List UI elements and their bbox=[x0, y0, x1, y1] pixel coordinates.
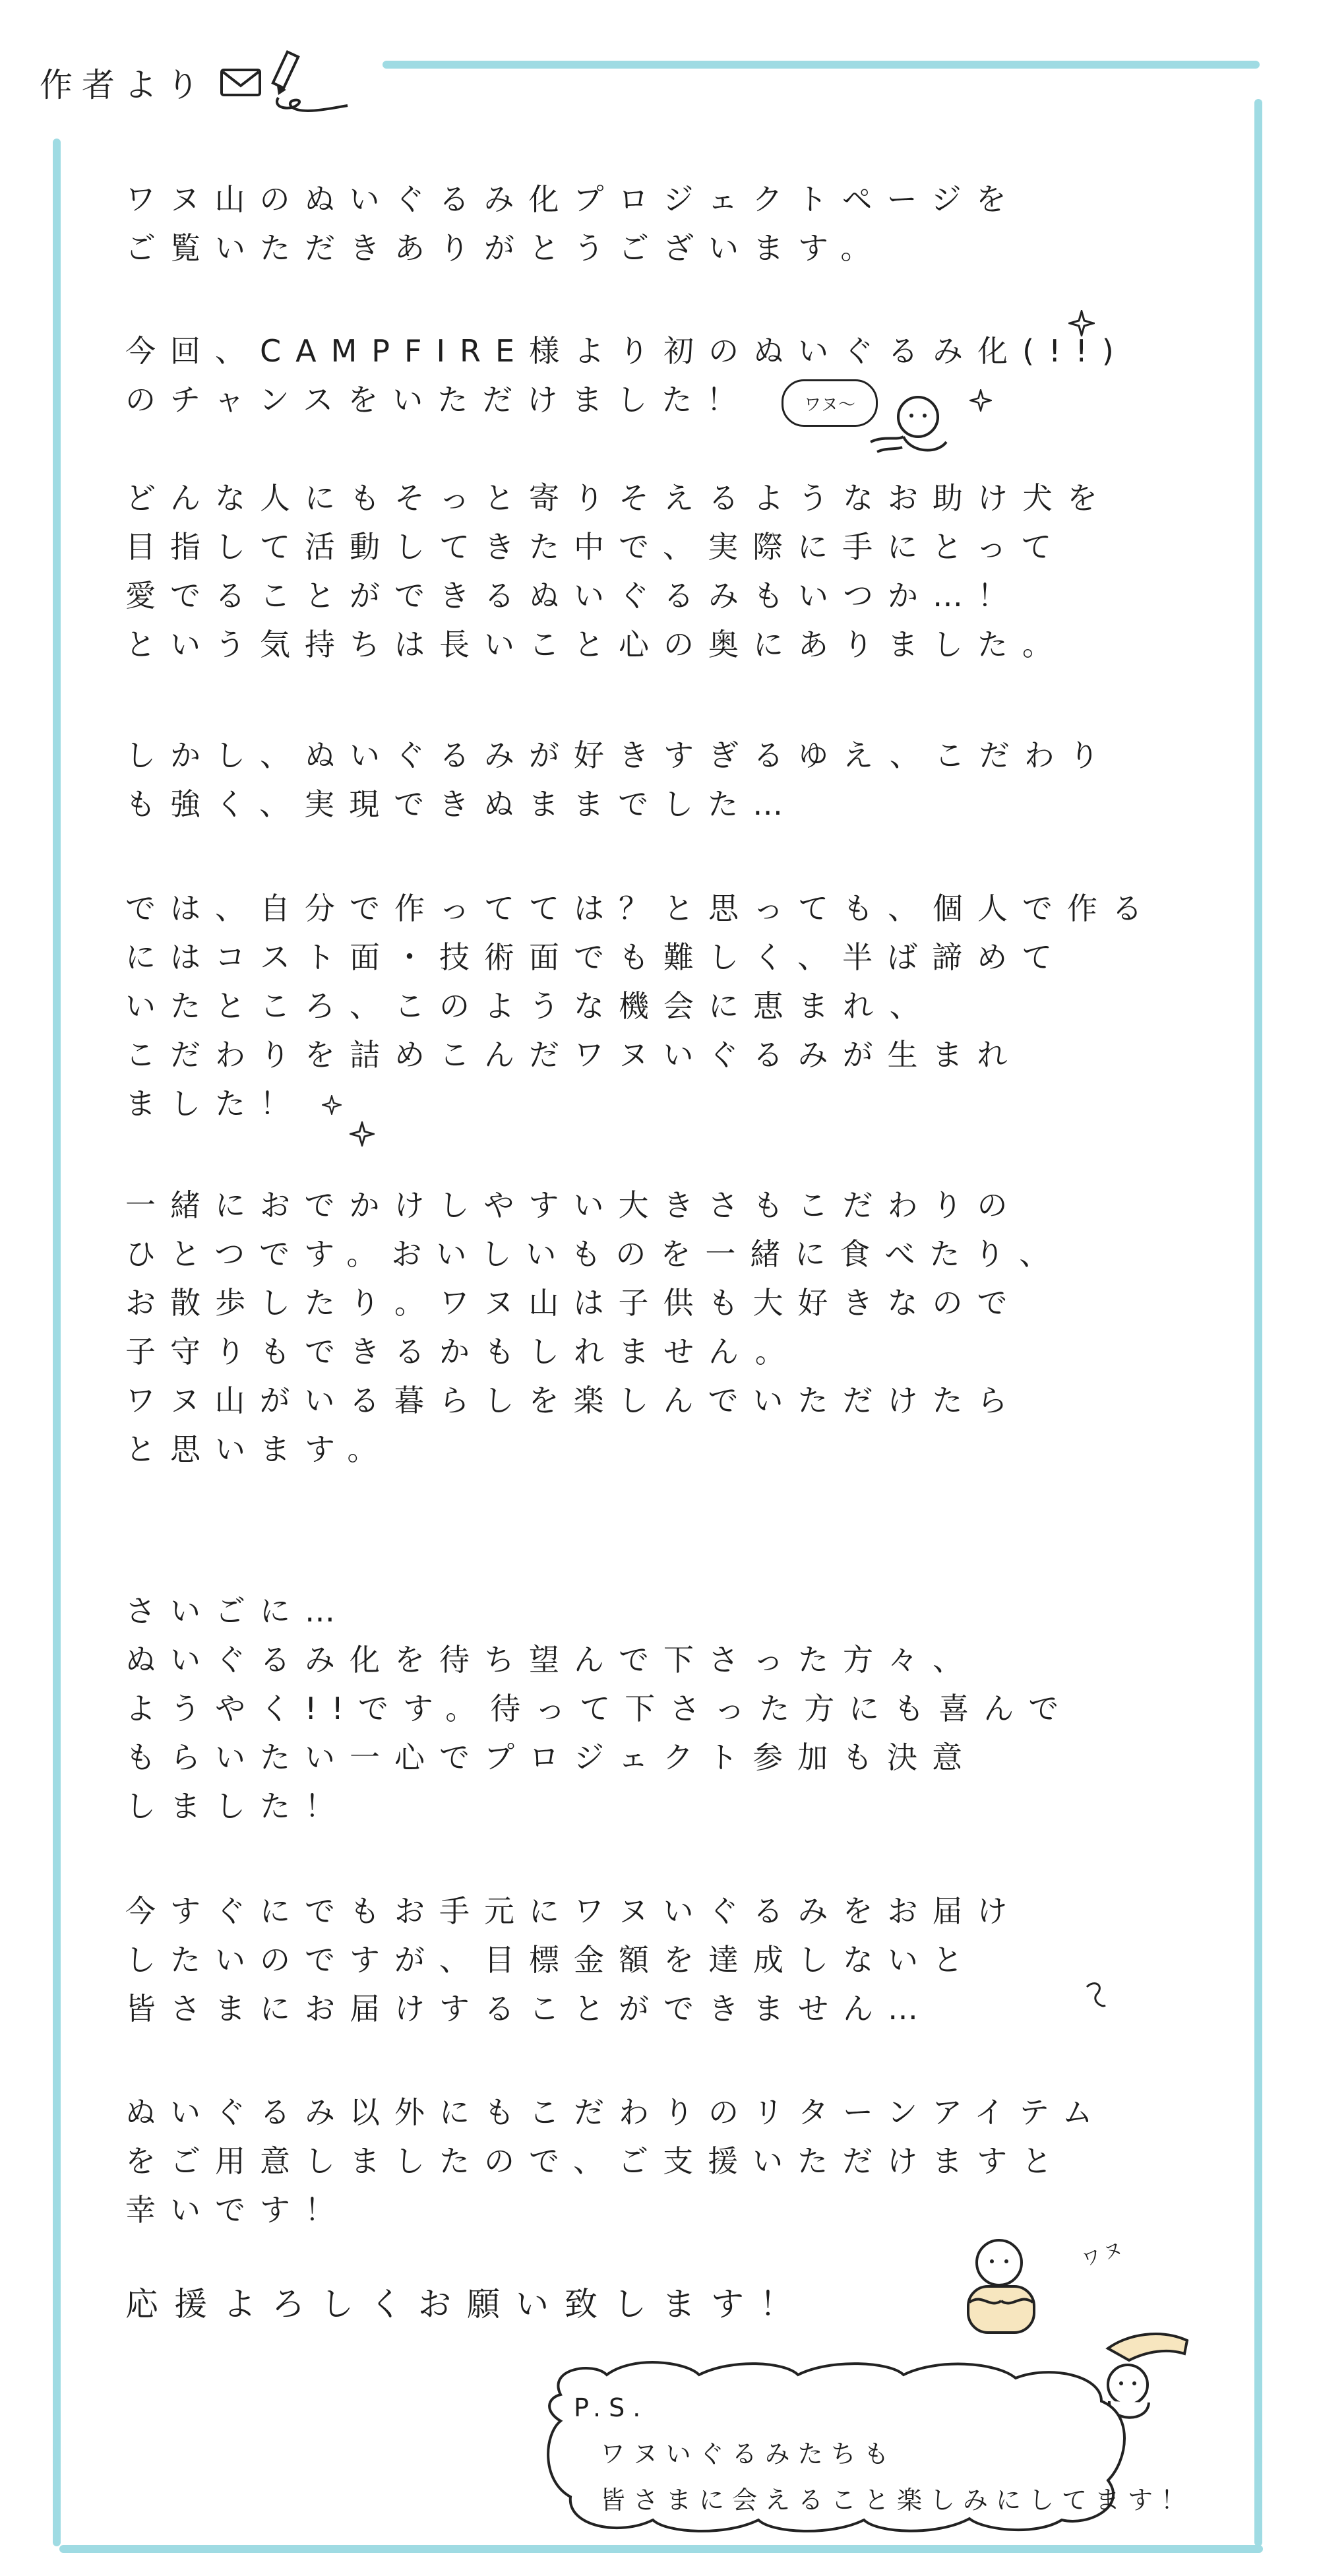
frame-bottom-border bbox=[59, 2545, 1263, 2553]
text-line: 愛でることができるぬいぐるみもいつか…！ bbox=[125, 578, 1022, 613]
text-line: ようやく!!です。待って下さった方にも喜んで bbox=[125, 1691, 1074, 1726]
text-line: と思います。 bbox=[125, 1431, 392, 1467]
text-line: 皆さまにお届けすることができません… bbox=[125, 1991, 933, 2026]
text-line: ご覧いただきありがとうございます。 bbox=[125, 230, 886, 266]
paragraph-reluctance bbox=[125, 731, 1114, 829]
text-line: ました！ bbox=[125, 1086, 305, 1121]
paragraph-greeting bbox=[125, 175, 1021, 272]
text-line: にはコスト面・技術面でも難しく、半ば諦めて bbox=[125, 939, 1067, 975]
pencil-icon bbox=[265, 46, 351, 119]
frame-left-border bbox=[53, 139, 61, 2546]
text-line: のチャンスをいただけました！ bbox=[125, 382, 752, 418]
text-line: ぬいぐるみ以外にもこだわりのリターンアイテム bbox=[125, 2094, 1107, 2130]
text-line: 一緒におでかけしやすい大きさもこだわりの bbox=[125, 1187, 1022, 1223]
text-line: さいごに… bbox=[125, 1593, 350, 1629]
speech-bubble-text: ワヌ〜 bbox=[804, 394, 855, 415]
ps-label: P.S. bbox=[574, 2393, 649, 2422]
sparkle-icon bbox=[350, 1121, 375, 1147]
paragraph-motivation bbox=[125, 474, 1112, 669]
text-line: こだわりを詰めこんだワヌいぐるみが生まれ bbox=[125, 1037, 1022, 1073]
text-line: しかし、ぬいぐるみが好きすぎるゆえ、こだわり bbox=[125, 738, 1114, 773]
text-line: 子守りもできるかもしれません。 bbox=[125, 1334, 800, 1369]
envelope-icon bbox=[219, 66, 265, 99]
text-line: お散歩したり。ワヌ山は子供も大好きなので bbox=[125, 1285, 1022, 1321]
text-line: 幸いです！ bbox=[125, 2192, 350, 2228]
frame-top-border bbox=[383, 61, 1260, 69]
paragraph-size bbox=[125, 1181, 1064, 1474]
text-line: したいのですが、目標金額を達成しないと bbox=[125, 1942, 977, 1978]
paragraph-finally bbox=[125, 1586, 1073, 1831]
side-note: ワヌ bbox=[1080, 2236, 1129, 2271]
sparkle-icon bbox=[969, 389, 992, 412]
text-line: どんな人にもそっと寄りそえるようなお助け犬を bbox=[125, 480, 1112, 516]
ps-line: 皆さまに会えること楽しみにしてます！ bbox=[600, 2486, 1194, 2515]
paragraph-opportunity bbox=[125, 884, 1157, 1128]
sparkle-icon bbox=[1068, 310, 1095, 336]
puppy-holding-plush-icon bbox=[936, 2230, 1068, 2348]
text-line: をご用意しましたので、ご支援いただけますと bbox=[125, 2143, 1067, 2179]
sparkle-icon bbox=[322, 1095, 342, 1115]
text-line: 今すぐにでもお手元にワヌいぐるみをお届け bbox=[125, 1893, 1022, 1929]
closing-line: 応援よろしくお願い致します！ bbox=[125, 2285, 809, 2323]
text-line: ワヌ山のぬいぐるみ化プロジェクトページを bbox=[125, 181, 1021, 217]
ps-note bbox=[574, 2385, 1194, 2523]
text-line: 今回、CAMPFIRE様より初のぬいぐるみ化(!!) bbox=[125, 333, 1128, 369]
text-line: いたところ、このような機会に恵まれ、 bbox=[125, 988, 935, 1024]
text-line: では、自分で作ってては？と思っても、個人で作る bbox=[125, 891, 1157, 926]
ps-line: ワヌいぐるみたちも bbox=[600, 2439, 897, 2468]
text-line: ぬいぐるみ化を待ち望んで下さった方々、 bbox=[125, 1642, 977, 1678]
text-line: 目指して活動してきた中で、実際に手にとって bbox=[125, 529, 1066, 565]
text-line: ひとつです。おいしいものを一緒に食べたり、 bbox=[125, 1236, 1064, 1272]
text-line: ワヌ山がいる暮らしを楽しんでいただけたら bbox=[125, 1383, 1022, 1418]
text-line: しました！ bbox=[125, 1788, 350, 1824]
paragraph-returns bbox=[125, 2088, 1107, 2234]
paragraph-goal bbox=[125, 1887, 1022, 2033]
text-line: という気持ちは長いこと心の奥にありました。 bbox=[125, 627, 1067, 662]
page-title: 作者より bbox=[40, 66, 208, 104]
puppy-character-icon bbox=[864, 389, 963, 462]
frame-right-border bbox=[1254, 99, 1262, 2546]
text-line: も強く、実現できぬままでした… bbox=[125, 786, 798, 822]
sweat-drop-icon bbox=[1082, 1979, 1108, 2012]
text-line: もらいたい一心でプロジェクト参加も決意 bbox=[125, 1740, 977, 1775]
letter-header bbox=[40, 46, 351, 119]
